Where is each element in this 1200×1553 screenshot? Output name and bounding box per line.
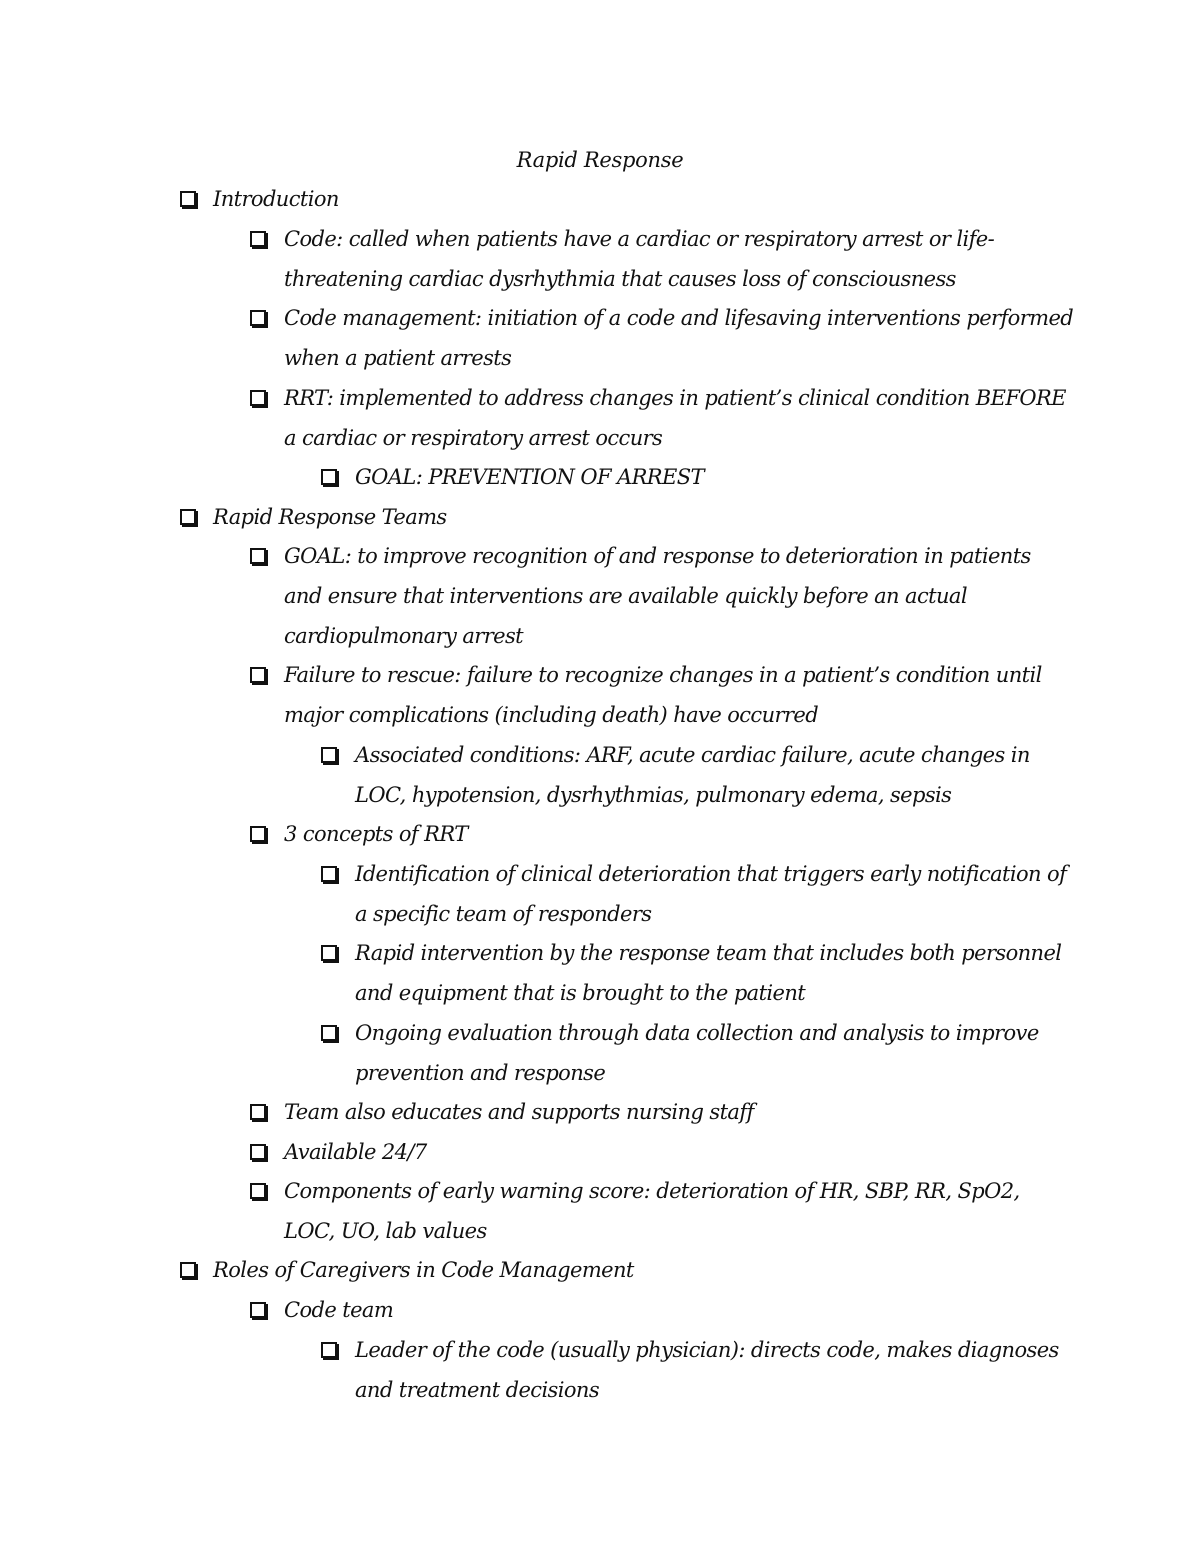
list-item: Rapid Response Teams <box>213 505 447 529</box>
checkbox-icon[interactable] <box>250 231 266 247</box>
checkbox-icon[interactable] <box>321 747 337 763</box>
list-item: Components of early warning score: deterioration of HR, SBP, RR, SpO2, LOC, UO, lab values <box>284 1179 1020 1243</box>
list-item: Team also educates and supports nursing staff <box>284 1100 754 1124</box>
checkbox-icon[interactable] <box>321 1342 337 1358</box>
list-item: Available 24/7 <box>284 1140 427 1164</box>
checkbox-icon[interactable] <box>180 1262 196 1278</box>
list-item: Code team <box>284 1298 394 1322</box>
checkbox-icon[interactable] <box>180 509 196 525</box>
checkbox-icon[interactable] <box>250 1302 266 1318</box>
checkbox-icon[interactable] <box>250 390 266 406</box>
checkbox-icon[interactable] <box>250 667 266 683</box>
list-item: GOAL: PREVENTION OF ARREST <box>355 465 704 489</box>
checkbox-icon[interactable] <box>250 1104 266 1120</box>
checkbox-icon[interactable] <box>180 191 196 207</box>
list-item: Code: called when patients have a cardiac or respiratory arrest or life-threatening cardiac dysrhythmia that causes loss of consciousness <box>284 227 995 291</box>
list-item: Associated conditions: ARF, acute cardiac failure, acute changes in LOC, hypotension, dysrhythmias, pulmonary edema, sepsis <box>355 743 1030 807</box>
list-item: Rapid intervention by the response team that includes both personnel and equipment that is brought to the patient <box>355 941 1062 1005</box>
list-item: GOAL: to improve recognition of and response to deterioration in patients and ensure that interventions are available quickly before an actual cardiopulmonary arrest <box>284 544 1031 648</box>
checkbox-icon[interactable] <box>321 1025 337 1041</box>
checkbox-icon[interactable] <box>250 1183 266 1199</box>
checkbox-icon[interactable] <box>321 469 337 485</box>
list-item: Introduction <box>213 187 339 211</box>
checkbox-icon[interactable] <box>250 548 266 564</box>
checkbox-icon[interactable] <box>250 826 266 842</box>
checkbox-icon[interactable] <box>250 1144 266 1160</box>
list-item: Code management: initiation of a code and lifesaving interventions performed when a patient arrests <box>284 306 1074 370</box>
list-item: 3 concepts of RRT <box>284 822 468 846</box>
checkbox-icon[interactable] <box>250 310 266 326</box>
list-item: Leader of the code (usually physician): directs code, makes diagnoses and treatment decisions <box>355 1338 1059 1402</box>
list-item: Failure to rescue: failure to recognize changes in a patient’s condition until major complications (including death) have occurred <box>284 663 1042 727</box>
checkbox-icon[interactable] <box>321 945 337 961</box>
checkbox-icon[interactable] <box>321 866 337 882</box>
list-item: Identification of clinical deterioration that triggers early notification of a specific team of responders <box>355 862 1067 926</box>
list-item: Ongoing evaluation through data collection and analysis to improve prevention and response <box>355 1021 1039 1085</box>
list-item: RRT: implemented to address changes in patient’s clinical condition BEFORE a cardiac or respiratory arrest occurs <box>284 386 1066 450</box>
list-item: Roles of Caregivers in Code Management <box>213 1258 634 1282</box>
page-title: Rapid Response <box>516 148 684 172</box>
